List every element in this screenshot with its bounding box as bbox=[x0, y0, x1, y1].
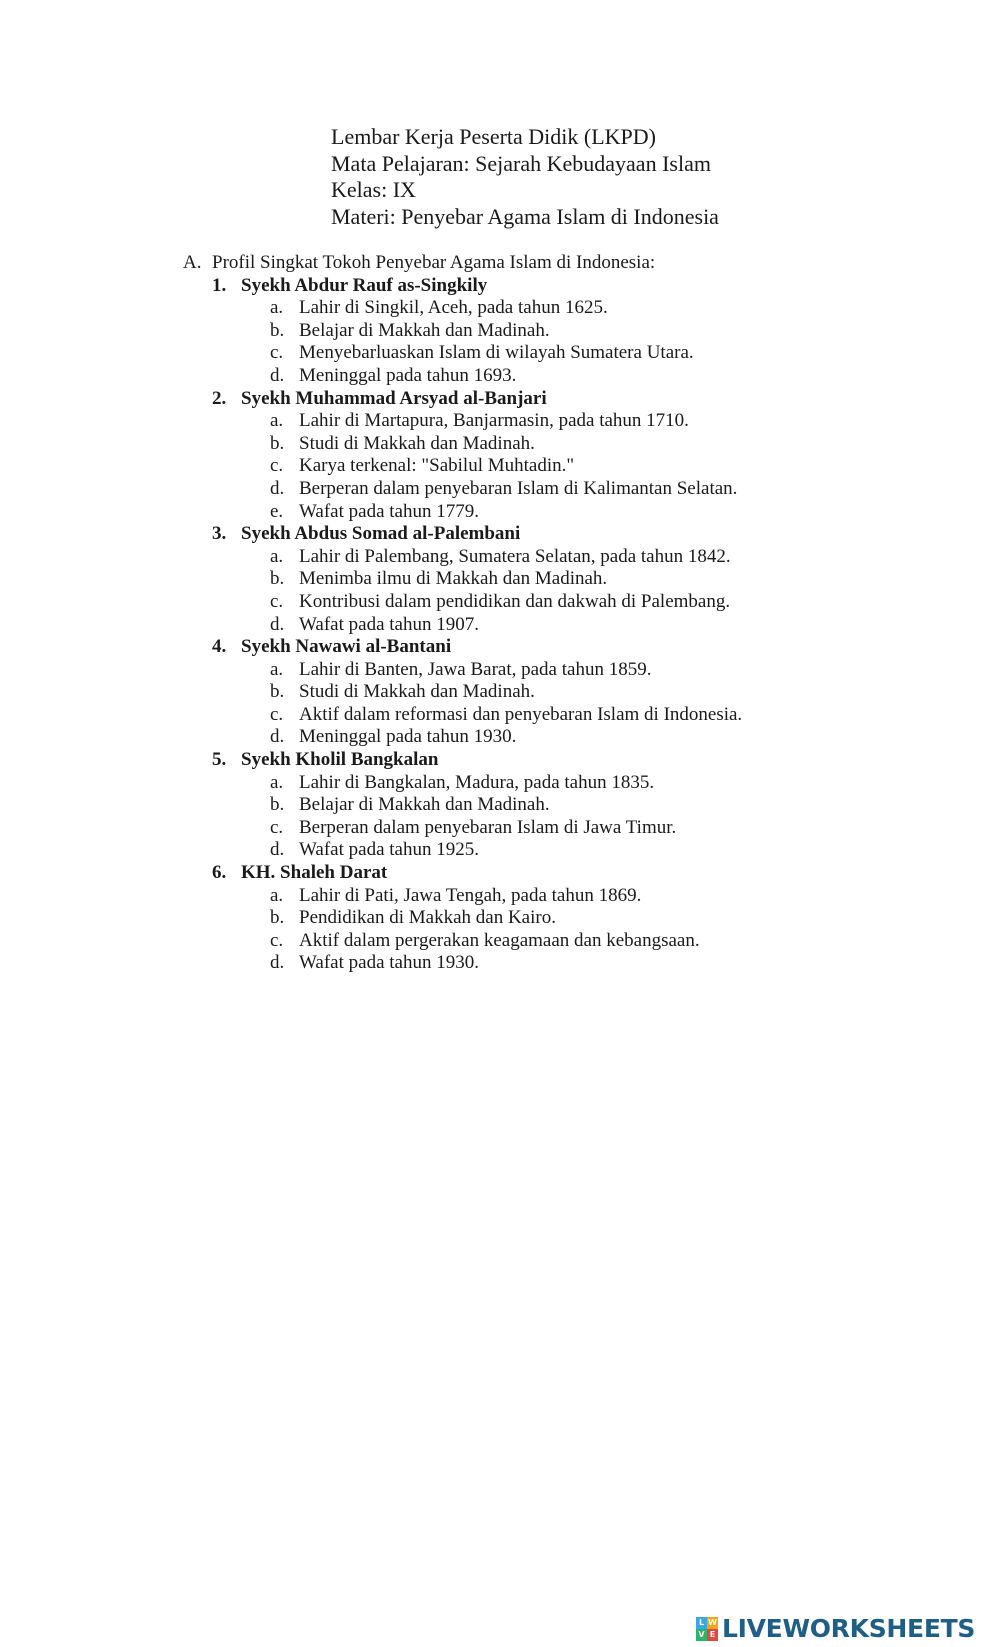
figure-name-text: Syekh Muhammad Arsyad al-Banjari bbox=[241, 387, 547, 409]
fact-letter: c. bbox=[270, 816, 284, 838]
fact-list bbox=[270, 546, 742, 636]
figure-name-text: Syekh Abdur Rauf as-Singkily bbox=[241, 274, 488, 296]
fact-item bbox=[270, 365, 742, 388]
fact-letter: d. bbox=[270, 839, 285, 861]
fact-letter: c. bbox=[270, 703, 284, 725]
figure-block bbox=[212, 862, 742, 975]
fact-text: Kontribusi dalam pendidikan dan dakwah di Palembang. bbox=[299, 590, 731, 612]
fact-text: Belajar di Makkah dan Madinah. bbox=[299, 794, 550, 816]
fact-letter: b. bbox=[270, 319, 285, 341]
fact-letter: d. bbox=[270, 726, 285, 748]
fact-list bbox=[270, 410, 742, 523]
fact-item bbox=[270, 772, 742, 795]
fact-item bbox=[270, 478, 742, 501]
logo-mark-letter: V bbox=[696, 1629, 707, 1641]
fact-letter: b. bbox=[270, 681, 285, 703]
fact-letter: d. bbox=[270, 952, 285, 974]
fact-letter: c. bbox=[270, 929, 284, 951]
fact-text: Lahir di Pati, Jawa Tengah, pada tahun 1869. bbox=[299, 884, 642, 906]
fact-item bbox=[270, 839, 742, 862]
figure-block bbox=[212, 636, 742, 749]
fact-item bbox=[270, 501, 742, 524]
figure-name-text: Syekh Abdus Somad al-Palembani bbox=[241, 523, 521, 545]
fact-text: Aktif dalam reformasi dan penyebaran Islam di Indonesia. bbox=[299, 703, 743, 725]
fact-letter: a. bbox=[270, 884, 284, 906]
fact-item bbox=[270, 591, 742, 614]
fact-item bbox=[270, 817, 742, 840]
figure-name bbox=[212, 862, 742, 885]
fact-text: Lahir di Martapura, Banjarmasin, pada tahun 1710. bbox=[299, 410, 689, 432]
fact-item bbox=[270, 433, 742, 456]
fact-text: Meninggal pada tahun 1693. bbox=[299, 364, 517, 386]
fact-text: Berperan dalam penyebaran Islam di Kalimantan Selatan. bbox=[299, 477, 738, 499]
fact-text: Menimba ilmu di Makkah dan Madinah. bbox=[299, 568, 608, 590]
fact-list bbox=[270, 297, 742, 387]
fact-text: Belajar di Makkah dan Madinah. bbox=[299, 319, 550, 341]
figure-number: 2. bbox=[212, 387, 227, 409]
fact-text: Menyebarluaskan Islam di wilayah Sumatera Utara. bbox=[299, 342, 694, 364]
figure-block bbox=[212, 388, 742, 524]
figure-name-text: Syekh Nawawi al-Bantani bbox=[241, 636, 452, 658]
liveworksheets-logo-icon bbox=[696, 1617, 718, 1641]
section-letter: A. bbox=[183, 252, 202, 273]
fact-item bbox=[270, 614, 742, 637]
logo-mark-letter: W bbox=[708, 1617, 717, 1627]
fact-item bbox=[270, 342, 742, 365]
figure-name bbox=[212, 523, 742, 546]
fact-item bbox=[270, 885, 742, 908]
fact-item bbox=[270, 568, 742, 591]
figure-name bbox=[212, 636, 742, 659]
fact-item bbox=[270, 907, 742, 930]
figure-block bbox=[212, 275, 742, 388]
fact-item bbox=[270, 297, 742, 320]
fact-text: Lahir di Bangkalan, Madura, pada tahun 1835. bbox=[299, 771, 655, 793]
figure-name bbox=[212, 388, 742, 411]
header-title: Lembar Kerja Peserta Didik (LKPD) bbox=[331, 124, 657, 149]
fact-letter: b. bbox=[270, 568, 285, 590]
fact-letter: a. bbox=[270, 297, 284, 319]
fact-letter: a. bbox=[270, 658, 284, 680]
fact-list bbox=[270, 885, 742, 975]
fact-list bbox=[270, 772, 742, 862]
section-a bbox=[183, 252, 742, 975]
fact-letter: e. bbox=[270, 500, 284, 522]
fact-letter: c. bbox=[270, 455, 284, 477]
fact-item bbox=[270, 546, 742, 569]
fact-item bbox=[270, 726, 742, 749]
fact-letter: b. bbox=[270, 907, 285, 929]
fact-item bbox=[270, 320, 742, 343]
figure-number: 6. bbox=[212, 862, 227, 884]
logo-mark-letter: L bbox=[696, 1617, 707, 1629]
fact-letter: a. bbox=[270, 410, 284, 432]
figure-list bbox=[183, 275, 742, 975]
figure-name-text: Syekh Kholil Bangkalan bbox=[241, 749, 439, 771]
liveworksheets-logo-text: LIVEWORKSHEETS bbox=[722, 1614, 976, 1643]
fact-text: Studi di Makkah dan Madinah. bbox=[299, 432, 535, 454]
fact-text: Berperan dalam penyebaran Islam di Jawa Timur. bbox=[299, 816, 677, 838]
fact-item bbox=[270, 930, 742, 953]
fact-text: Pendidikan di Makkah dan Kairo. bbox=[299, 907, 556, 929]
figure-name-text: KH. Shaleh Darat bbox=[241, 862, 388, 884]
fact-list bbox=[270, 659, 742, 749]
fact-letter: a. bbox=[270, 771, 284, 793]
figure-number: 1. bbox=[212, 274, 227, 296]
fact-text: Karya terkenal: "Sabilul Muhtadin." bbox=[299, 455, 575, 477]
figure-block bbox=[212, 523, 742, 636]
fact-item bbox=[270, 455, 742, 478]
fact-text: Meninggal pada tahun 1930. bbox=[299, 726, 517, 748]
figure-name bbox=[212, 275, 742, 298]
fact-letter: c. bbox=[270, 342, 284, 364]
fact-text: Lahir di Palembang, Sumatera Selatan, pada tahun 1842. bbox=[299, 545, 731, 567]
fact-text: Aktif dalam pergerakan keagamaan dan kebangsaan. bbox=[299, 929, 700, 951]
fact-letter: d. bbox=[270, 477, 285, 499]
fact-text: Studi di Makkah dan Madinah. bbox=[299, 681, 535, 703]
fact-text: Wafat pada tahun 1925. bbox=[299, 839, 479, 861]
header-class: Kelas: IX bbox=[331, 177, 416, 202]
fact-letter: d. bbox=[270, 364, 285, 386]
figure-block bbox=[212, 749, 742, 862]
fact-text: Wafat pada tahun 1907. bbox=[299, 613, 479, 635]
document-header bbox=[331, 124, 719, 230]
figure-number: 3. bbox=[212, 523, 227, 545]
liveworksheets-logo bbox=[696, 1614, 975, 1643]
fact-letter: b. bbox=[270, 432, 285, 454]
fact-text: Lahir di Banten, Jawa Barat, pada tahun 1859. bbox=[299, 658, 652, 680]
header-subject: Mata Pelajaran: Sejarah Kebudayaan Islam bbox=[331, 150, 711, 176]
fact-letter: d. bbox=[270, 613, 285, 635]
fact-item bbox=[270, 952, 742, 975]
fact-letter: c. bbox=[270, 590, 284, 612]
fact-item bbox=[270, 659, 742, 682]
fact-text: Lahir di Singkil, Aceh, pada tahun 1625. bbox=[299, 297, 608, 319]
fact-text: Wafat pada tahun 1930. bbox=[299, 952, 479, 974]
fact-item bbox=[270, 794, 742, 817]
figure-number: 4. bbox=[212, 636, 227, 658]
header-topic: Materi: Penyebar Agama Islam di Indonesia bbox=[331, 203, 719, 229]
logo-mark-letter: E bbox=[707, 1629, 718, 1641]
fact-item bbox=[270, 410, 742, 433]
fact-letter: b. bbox=[270, 794, 285, 816]
fact-letter: a. bbox=[270, 545, 284, 567]
section-title bbox=[183, 252, 742, 275]
section-title-text: Profil Singkat Tokoh Penyebar Agama Islam di Indonesia: bbox=[212, 252, 656, 273]
fact-item bbox=[270, 681, 742, 704]
fact-item bbox=[270, 704, 742, 727]
figure-number: 5. bbox=[212, 749, 227, 771]
figure-name bbox=[212, 749, 742, 772]
fact-text: Wafat pada tahun 1779. bbox=[299, 500, 479, 522]
